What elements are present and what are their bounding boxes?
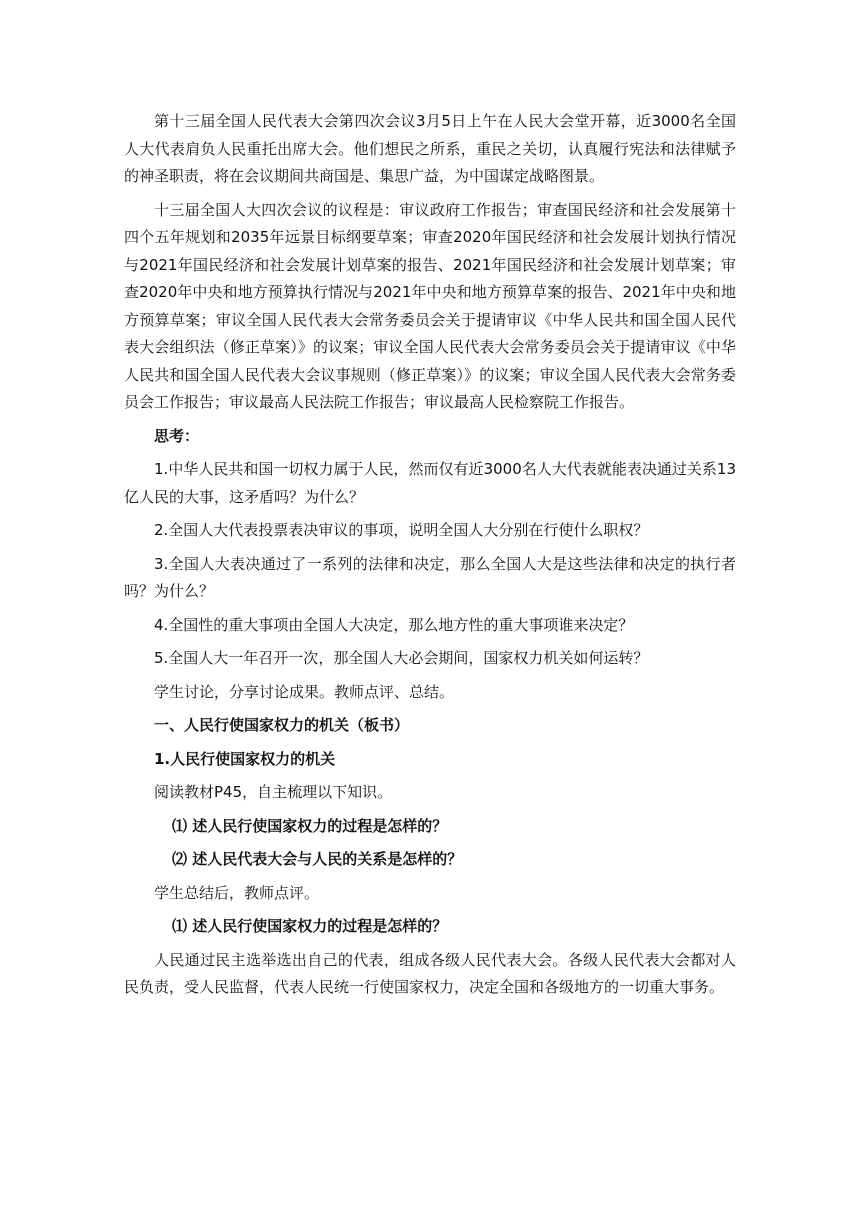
paragraph-agenda: 十三届全国人大四次会议的议程是：审议政府工作报告；审查国民经济和社会发展第十四个五年规划和2035年远景目标纲要草案；审查2020年国民经济和社会发展计划执行情况与2021年国民经济和社会发展计划草案的报告、2021年国民经济和社会发展计划草案；审查2020年中央和地方预算执行情况与2021年中央和地方预算草案的报告、2021年中央和地方预算草案；审议全国人民代表大会常务委员会关于提请审议《中华人民共和国全国人民代表大会组织法（修正草案）》的议案；审议全国人民代表大会常务委员会关于提请审议《中华人民共和国全国人民代表大会议事规则（修正草案）》的议案；审议全国人民代表大会常务委员会工作报告；审议最高人民法院工作报告；审议最高人民检察院工作报告。 xyxy=(124,200,736,411)
reading-instruction: 阅读教材P45，自主梳理以下知识。 xyxy=(154,783,393,801)
document-body xyxy=(124,108,736,1008)
section-1-title: 一、人民行使国家权力的机关（板书） xyxy=(154,716,410,734)
question-2: 2.全国人大代表投票表决审议的事项，说明全国人大分别在行使什么职权？ xyxy=(154,521,649,539)
question-1: 1.中华人民共和国一切权力属于人民，然而仅有近3000名人大代表就能表决通过关系13亿人民的大事，这矛盾吗？为什么？ xyxy=(124,460,736,506)
summary-note: 学生总结后，教师点评。 xyxy=(154,883,320,902)
think-heading: 思考： xyxy=(154,426,200,445)
paragraph-npc-opening: 第十三届全国人民代表大会第四次会议3月5日上午在人民大会堂开幕，近3000名全国人大代表肩负人民重托出席大会。他们想民之所系，重民之关切，认真履行宪法和法律赋予的神圣职责，将在会议期间共商国是、集思广益，为中国谋定战略图景。 xyxy=(124,112,736,185)
question-5: 5.全国人大一年召开一次，那全国人大必会期间，国家权力机关如何运转？ xyxy=(154,649,649,667)
item-2: ⑵ 述人民代表大会与人民的关系是怎样的？ xyxy=(172,850,463,868)
question-3: 3.全国人大表决通过了一系列的法律和决定，那么全国人大是这些法律和决定的执行者吗？为什么？ xyxy=(124,554,736,600)
subsection-1-title: 1.人民行使国家权力的机关 xyxy=(154,749,336,768)
item-1: ⑴ 述人民行使国家权力的过程是怎样的？ xyxy=(172,816,448,835)
discussion-note: 学生讨论，分享讨论成果。教师点评、总结。 xyxy=(154,682,455,701)
answer-1: 人民通过民主选举选出自己的代表，组成各级人民代表大会。各级人民代表大会都对人民负责，受人民监督，代表人民统一行使国家权力，决定全国和各级地方的一切重大事务。 xyxy=(124,950,736,996)
question-4: 4.全国性的重大事项由全国人大决定，那么地方性的重大事项谁来决定？ xyxy=(154,615,634,634)
item-1-repeat: ⑴ 述人民行使国家权力的过程是怎样的？ xyxy=(172,917,448,935)
